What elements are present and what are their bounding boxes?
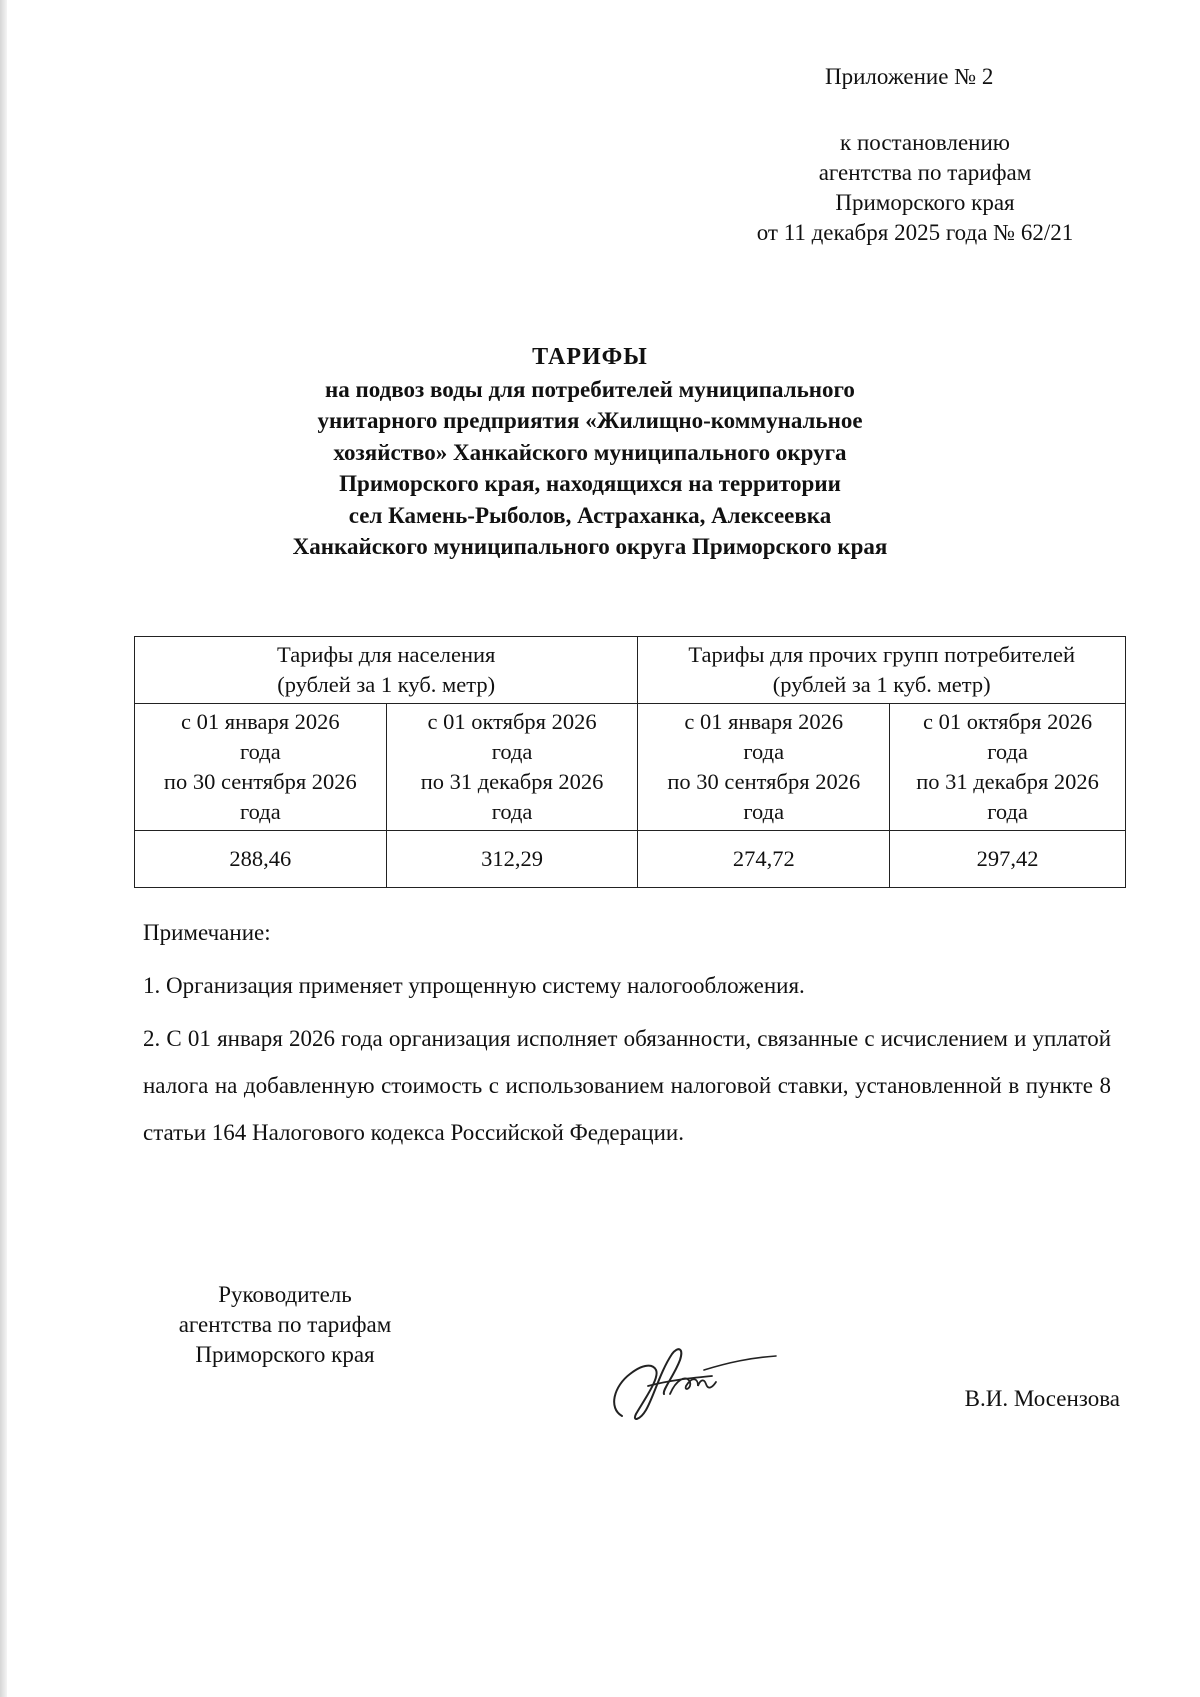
period-cell bbox=[386, 704, 638, 831]
role-line: агентства по тарифам bbox=[178, 1312, 392, 1337]
period-line: года bbox=[491, 739, 533, 764]
title-line: хозяйство» Ханкайского муниципального округа bbox=[333, 439, 847, 465]
period-line: года bbox=[743, 739, 785, 764]
note-item: 1. Организация применяет упрощенную систему налогообложения. bbox=[143, 973, 805, 998]
period-line: года bbox=[239, 739, 281, 764]
tariff-value: 297,42 bbox=[890, 831, 1126, 888]
signatory-name: В.И. Мосензова bbox=[964, 1386, 1120, 1411]
annex-reference bbox=[755, 128, 1095, 248]
header-unit: (рублей за 1 куб. метр) bbox=[277, 672, 496, 697]
table-value-row bbox=[135, 831, 1126, 888]
period-cell bbox=[135, 704, 387, 831]
period-line: года bbox=[491, 799, 533, 824]
header-population bbox=[135, 637, 638, 704]
period-line: года bbox=[987, 739, 1028, 764]
annex-number: Приложение № 2 bbox=[825, 64, 994, 89]
tariff-value: 274,72 bbox=[638, 831, 890, 888]
period-line: с 01 октября 2026 bbox=[427, 709, 597, 734]
note-item: 2. С 01 января 2026 года организация исполняет обязанности, связанные с исчислением и уплатой налога на добавленную стоимость с использованием налоговой ставки, установленной в пункте 8 статьи 164 Налогового кодекса Российской Федерации. bbox=[143, 1026, 1111, 1145]
role-line: Приморского края bbox=[195, 1342, 375, 1367]
title-line: сел Камень-Рыболов, Астраханка, Алексеевка bbox=[348, 502, 832, 528]
period-line: по 31 декабря 2026 bbox=[420, 769, 604, 794]
document-title bbox=[150, 342, 1030, 563]
period-line: по 30 сентября 2026 bbox=[667, 769, 861, 794]
annex-header bbox=[720, 62, 1120, 248]
annex-line: к постановлению bbox=[840, 130, 1010, 155]
period-line: с 01 января 2026 bbox=[684, 709, 844, 734]
period-line: года bbox=[239, 799, 281, 824]
title-line: Ханкайского муниципального округа Приморского края bbox=[292, 534, 888, 559]
role-line: Руководитель bbox=[218, 1282, 352, 1307]
title-line: унитарного предприятия «Жилищно-коммунальное bbox=[317, 408, 863, 433]
period-line: по 31 декабря 2026 bbox=[916, 769, 1099, 794]
annex-line: агентства по тарифам bbox=[818, 160, 1032, 185]
title-line: на подвоз воды для потребителей муниципального bbox=[325, 376, 855, 402]
header-unit: (рублей за 1 куб. метр) bbox=[772, 672, 991, 697]
period-line: по 30 сентября 2026 bbox=[163, 769, 357, 794]
tariffs-table bbox=[134, 636, 1126, 888]
header-other-consumers bbox=[638, 637, 1126, 704]
table-header-row bbox=[135, 637, 1126, 704]
handwritten-signature bbox=[600, 1328, 780, 1428]
period-cell bbox=[638, 704, 890, 831]
notes-section bbox=[143, 918, 1111, 1156]
tariff-value: 288,46 bbox=[135, 831, 387, 888]
header-text: Тарифы для населения bbox=[277, 642, 496, 667]
period-line: с 01 октября 2026 bbox=[922, 709, 1093, 734]
period-line: года bbox=[987, 799, 1028, 824]
title-heading: ТАРИФЫ bbox=[532, 344, 648, 370]
annex-date-line: от 11 декабря 2025 года № 62/21 bbox=[756, 220, 1074, 245]
scan-edge bbox=[0, 0, 7, 1697]
tariff-value: 312,29 bbox=[386, 831, 638, 888]
table-period-row bbox=[135, 704, 1126, 831]
header-text: Тарифы для прочих групп потребителей bbox=[688, 642, 1076, 667]
annex-line: Приморского края bbox=[835, 190, 1015, 215]
period-line: года bbox=[743, 799, 785, 824]
title-line: Приморского края, находящихся на территории bbox=[339, 471, 841, 496]
notes-label: Примечание: bbox=[143, 920, 271, 945]
period-line: с 01 января 2026 bbox=[181, 709, 340, 734]
signatory-role bbox=[140, 1280, 430, 1370]
period-cell bbox=[890, 704, 1126, 831]
